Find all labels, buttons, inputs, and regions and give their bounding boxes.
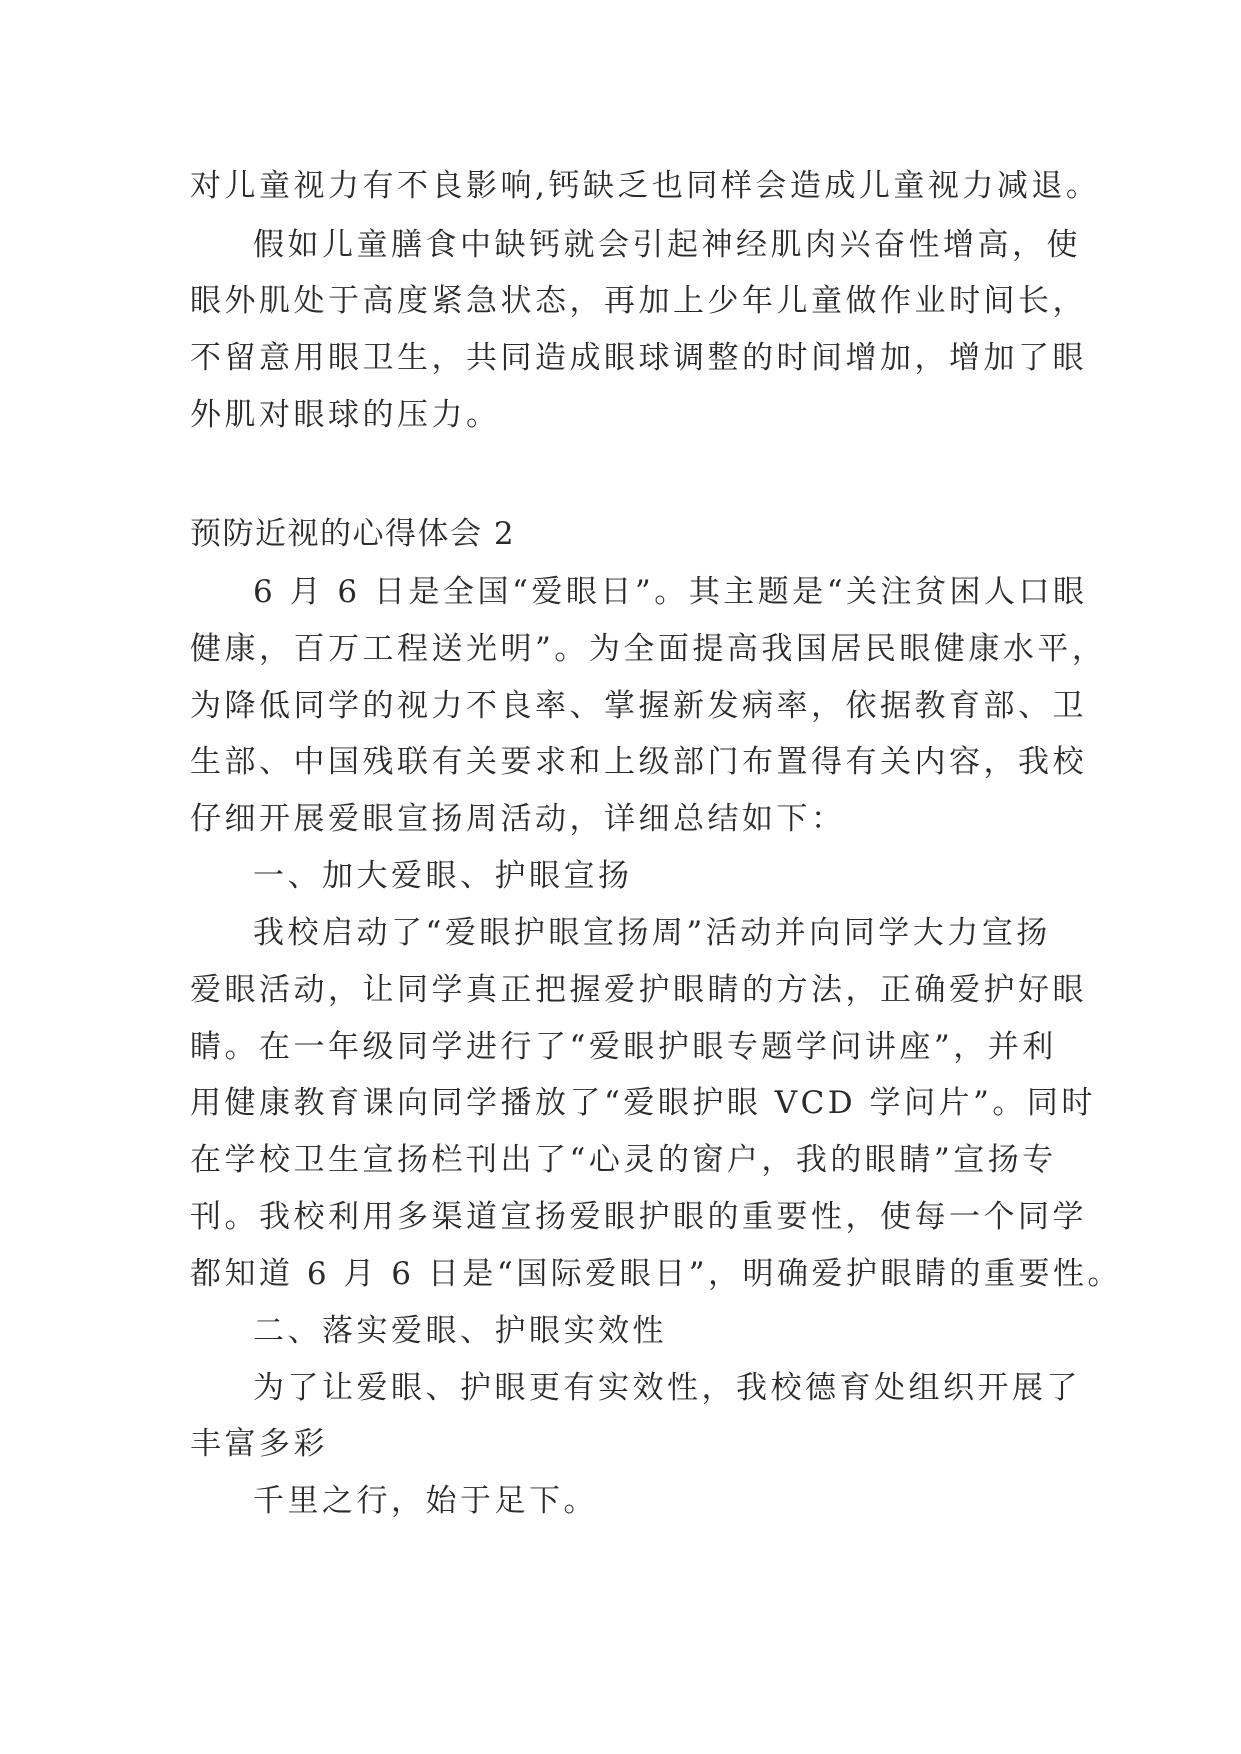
text-line: 睛。在一年级同学进行了“爱眼护眼专题学问讲座”，并利 <box>190 1029 1057 1065</box>
text-line: 用健康教育课向同学播放了“爱眼护眼 VCD 学问片”。同时 <box>190 1085 1096 1121</box>
paragraph-first-line: 我校启动了“爱眼护眼宣扬周”活动并向同学大力宣扬 <box>253 915 1051 951</box>
text-line: 外肌对眼球的压力。 <box>190 397 501 433</box>
text-line: 为降低同学的视力不良率、掌握新发病率，依据教育部、卫 <box>190 688 1087 724</box>
text-line: 仔细开展爱眼宣扬周活动，详细总结如下： <box>190 801 846 837</box>
text-line: 都知道 6 月 6 日是“国际爱眼日”，明确爱护眼睛的重要性。 <box>190 1256 1123 1292</box>
text-line: 刊。我校利用多渠道宣扬爱眼护眼的重要性，使每一个同学 <box>190 1199 1087 1235</box>
paragraph-first-line: 6 月 6 日是全国“爱眼日”。其主题是“关注贫困人口眼 <box>253 574 1088 610</box>
subheading-one: 一、加大爱眼、护眼宣扬 <box>253 858 633 894</box>
subheading-two: 二、落实爱眼、护眼实效性 <box>253 1313 667 1349</box>
paragraph-first-line: 为了让爱眼、护眼更有实效性，我校德育处组织开展了 <box>253 1370 1081 1406</box>
text-line: 在学校卫生宣扬栏刊出了“心灵的窗户，我的眼睛”宣扬专 <box>190 1142 1057 1178</box>
text-line: 健康，百万工程送光明”。为全面提高我国居民眼健康水平， <box>190 631 1107 667</box>
closing-line: 千里之行，始于足下。 <box>253 1483 598 1519</box>
text-line: 丰富多彩 <box>190 1426 328 1462</box>
section-heading: 预防近视的心得体会 2 <box>190 516 516 552</box>
text-line: 眼外肌处于高度紧急状态，再加上少年儿童做作业时间长， <box>190 283 1087 319</box>
text-line: 爱眼活动，让同学真正把握爱护眼睛的方法，正确爱护好眼 <box>190 972 1087 1008</box>
text-line: 生部、中国残联有关要求和上级部门布置得有关内容，我校 <box>190 744 1087 780</box>
paragraph-first-line: 假如儿童膳食中缺钙就会引起神经肌肉兴奋性增高，使 <box>253 227 1081 263</box>
text-line: 不留意用眼卫生，共同造成眼球调整的时间增加，增加了眼 <box>190 340 1087 376</box>
text-line: 对儿童视力有不良影响,钙缺乏也同样会造成儿童视力减退。 <box>190 168 1101 204</box>
